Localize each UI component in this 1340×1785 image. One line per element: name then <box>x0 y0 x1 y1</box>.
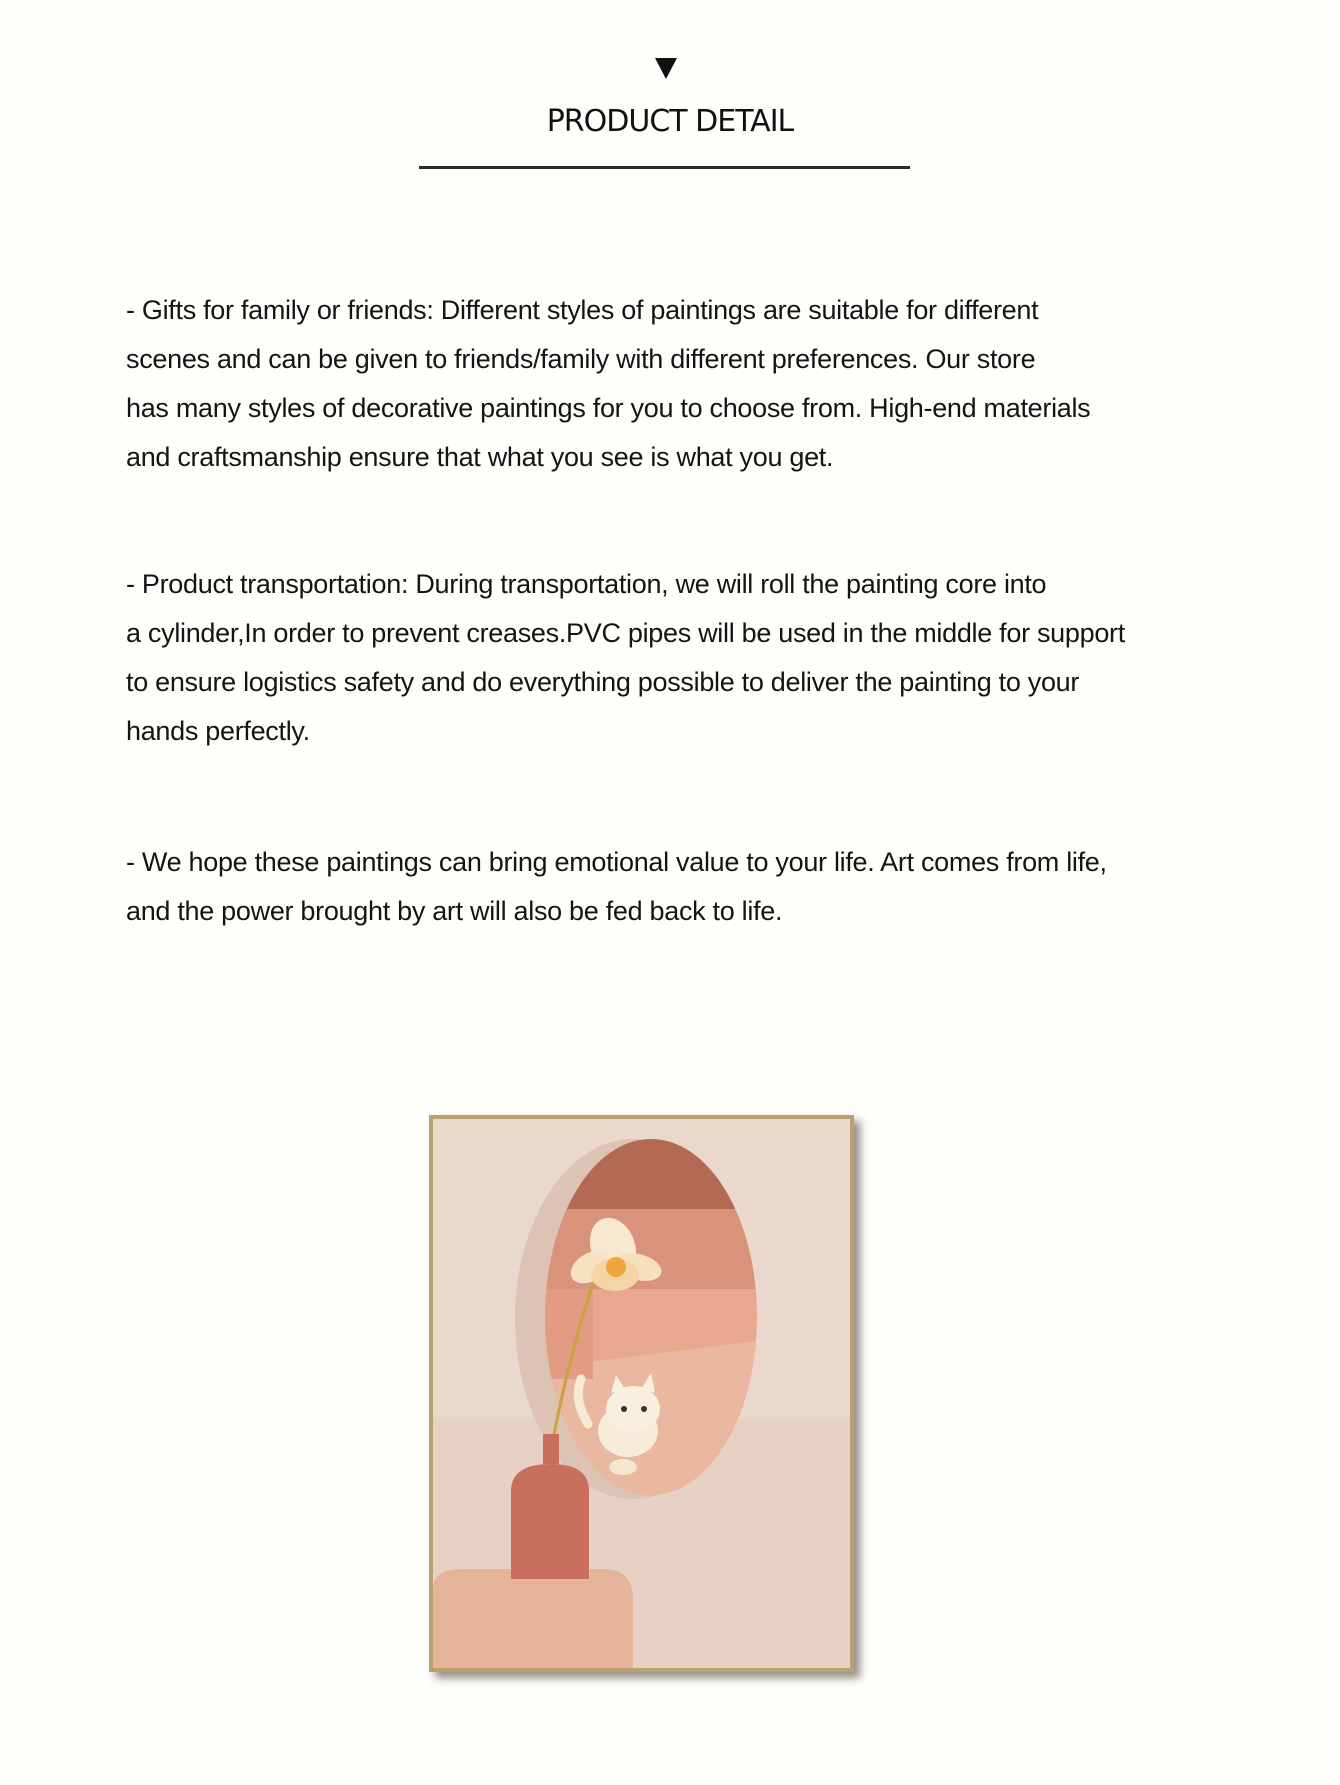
paragraph-line: hands perfectly. <box>126 716 310 746</box>
paragraph-line: - We hope these paintings can bring emotional value to your life. Art comes from life, <box>126 847 1107 877</box>
paragraph-emotional-value <box>126 838 1236 936</box>
framed-painting <box>429 1115 854 1672</box>
paragraph-line: - Gifts for family or friends: Different styles of paintings are suitable for different <box>126 295 1039 325</box>
painting-illustration <box>433 1119 850 1668</box>
paragraph-line: a cylinder,In order to prevent creases.PVC pipes will be used in the middle for support <box>126 618 1125 648</box>
section-marker-icon <box>655 58 677 79</box>
paragraph-line: and craftsmanship ensure that what you see is what you get. <box>126 442 834 472</box>
paragraph-line: has many styles of decorative paintings for you to choose from. High-end materials <box>126 393 1091 423</box>
paragraph-line: to ensure logistics safety and do everything possible to deliver the painting to your <box>126 667 1080 697</box>
paragraph-line: - Product transportation: During transportation, we will roll the painting core into <box>126 569 1047 599</box>
paragraph-transportation <box>126 560 1236 756</box>
paragraph-gifts <box>126 286 1236 482</box>
product-image <box>429 1115 854 1672</box>
section-heading: PRODUCT DETAIL <box>546 104 794 139</box>
paragraph-line: scenes and can be given to friends/family with different preferences. Our store <box>126 344 1036 374</box>
heading-divider <box>419 166 910 169</box>
paragraph-line: and the power brought by art will also be fed back to life. <box>126 896 783 926</box>
